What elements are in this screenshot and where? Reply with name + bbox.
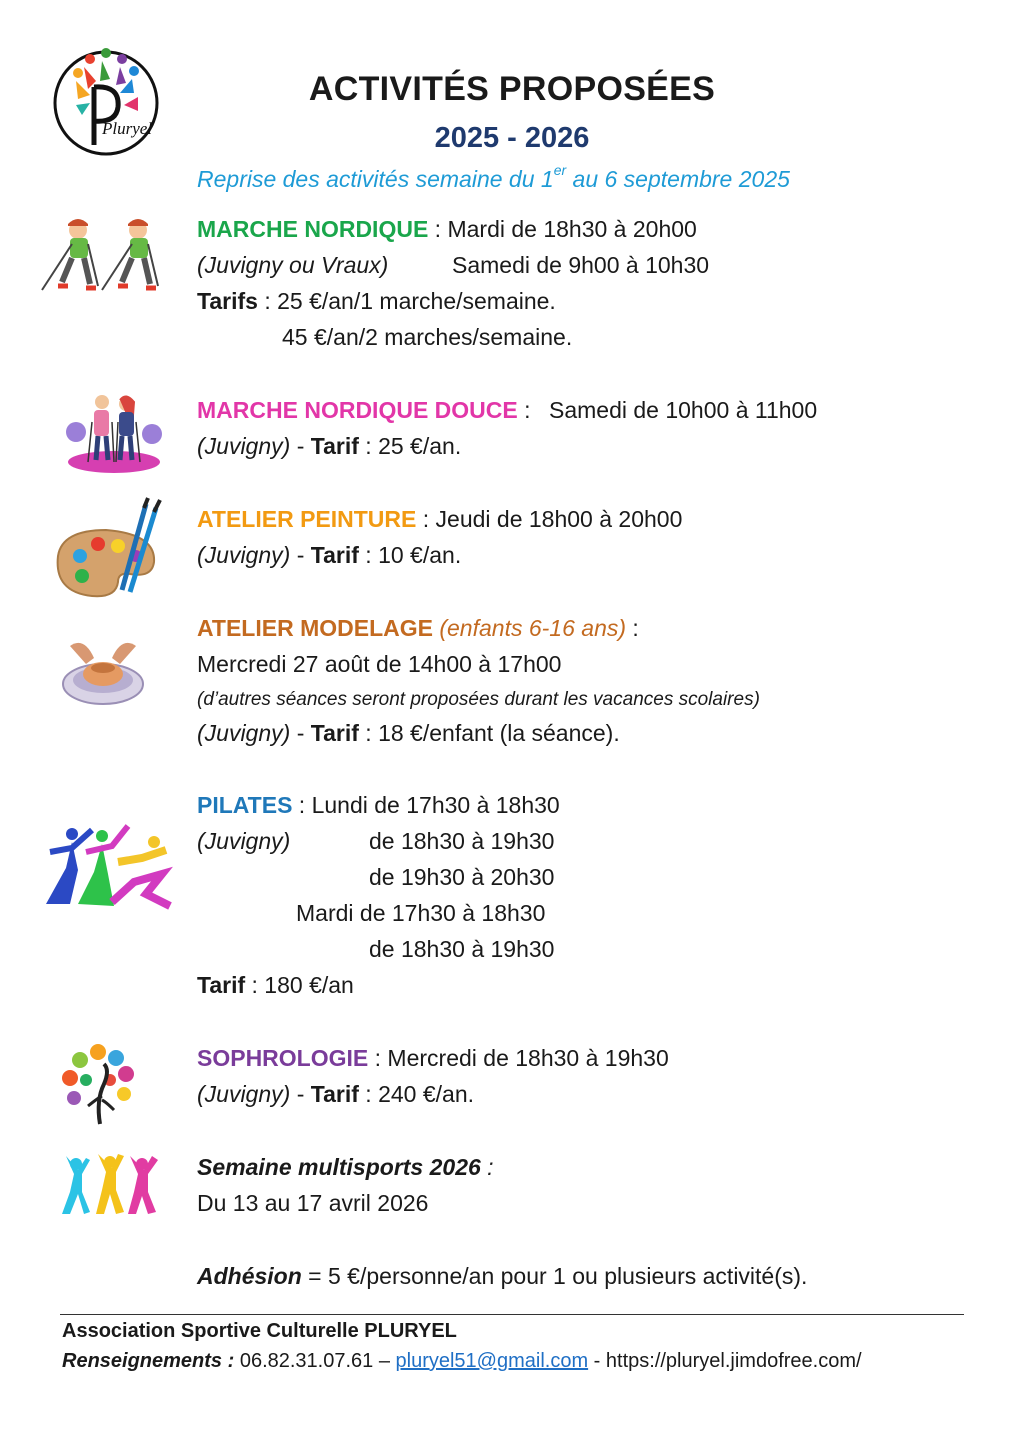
marche-nordique-line-1: MARCHE NORDIQUE : Mardi de 18h30 à 20h00 [197,216,697,242]
activity-name-modelage: ATELIER MODELAGE [197,615,433,641]
activity-name-marche-nordique: MARCHE NORDIQUE [197,216,429,242]
email-link[interactable]: pluryel51@gmail.com [395,1350,589,1372]
pilates-illustration [42,822,174,912]
pilates-place: (Juvigny) [197,828,291,854]
activity-name-marche-douce: MARCHE NORDIQUE DOUCE [197,397,518,423]
resume-dates: Reprise des activités semaine du 1er au 6 septembre 2025 [197,162,790,192]
marche-douce-schedule: Samedi de 10h00 à 11h00 [549,397,818,423]
sophrologie-tarif: (Juvigny) - Tarif : 240 €/an. [197,1081,474,1107]
marche-nordique-place: (Juvigny ou Vraux) [197,252,389,278]
modelage-line-1: ATELIER MODELAGE (enfants 6-16 ans) : [197,615,639,641]
season-years: 2025 - 2026 [434,122,590,154]
sophrology-tree-illustration [58,1040,140,1126]
pilates-tarif: Tarif : 180 €/an [197,972,354,998]
activity-name-sophrologie: SOPHROLOGIE [197,1045,369,1071]
jumping-kids-illustration [60,1152,160,1222]
website-text: - https://pluryel.jimdofree.com/ [588,1350,862,1372]
marche-nordique-tarif-2: 45 €/an/2 marches/semaine. [282,324,573,350]
pilates-line-3: de 19h30 à 20h30 [369,864,555,890]
pilates-line-1: PILATES : Lundi de 17h30 à 18h30 [197,792,560,818]
association-name: Association Sportive Culturelle PLURYEL [62,1320,457,1342]
sophrologie-line-1: SOPHROLOGIE : Mercredi de 18h30 à 19h30 [197,1045,669,1071]
page-title: ACTIVITÉS PROPOSÉES [308,70,716,108]
peinture-tarif: (Juvigny) - Tarif : 10 €/an. [197,542,462,568]
modelage-note: (d’autres séances seront proposées durant les vacances scolaires) [197,689,760,710]
logo-text: Pluryel [102,119,153,138]
marche-douce-line-1: MARCHE NORDIQUE DOUCE : [197,397,531,423]
marche-douce-tarif: (Juvigny) - Tarif : 25 €/an. [197,433,462,459]
adhesion-line: Adhésion = 5 €/personne/an pour 1 ou plusieurs activité(s). [197,1263,808,1289]
pilates-line-2: de 18h30 à 19h30 [369,828,555,854]
multisports-dates: Du 13 au 17 avril 2026 [197,1190,429,1216]
pilates-line-5: de 18h30 à 19h30 [369,936,555,962]
painting-palette-illustration [52,496,164,604]
gentle-walking-illustration [66,392,162,474]
marche-nordique-line-2: Samedi de 9h00 à 10h30 [452,252,710,278]
modelage-schedule: Mercredi 27 août de 14h00 à 17h00 [197,651,562,677]
pottery-wheel-illustration [60,628,146,708]
activity-name-pilates: PILATES [197,792,293,818]
multisports-title: Semaine multisports 2026 : [197,1154,494,1180]
nordic-walking-illustration [38,216,172,296]
marche-nordique-tarif-1: Tarifs : 25 €/an/1 marche/semaine. [197,288,556,314]
modelage-tarif: (Juvigny) - Tarif : 18 €/enfant (la séance). [197,720,620,746]
footer-divider [60,1314,964,1315]
pilates-line-4: Mardi de 17h30 à 18h30 [296,900,546,926]
activity-name-peinture: ATELIER PEINTURE [197,506,417,532]
contact-line: Renseignements : 06.82.31.07.61 – pluryel51@gmail.com - https://pluryel.jimdofree.com/ [62,1350,862,1372]
peinture-line-1: ATELIER PEINTURE : Jeudi de 18h00 à 20h00 [197,506,683,532]
